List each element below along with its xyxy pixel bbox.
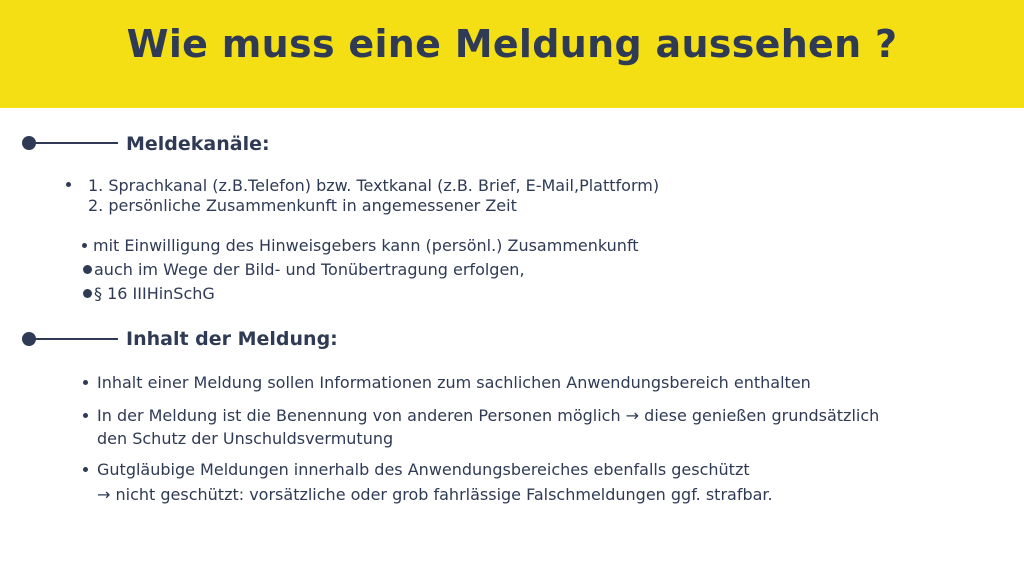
note-item: mit Einwilligung des Hinweisgebers kann (persönl.) Zusammenkunft <box>93 236 639 255</box>
bullet-icon <box>83 265 92 274</box>
section-heading-meldekanaele: Meldekanäle: <box>126 133 270 155</box>
section-marker-icon <box>22 136 118 150</box>
content-point-continuation: → nicht geschützt: vorsätzliche oder grob fahrlässige Falschmeldungen ggf. strafbar. <box>97 485 773 504</box>
content-point: Gutgläubige Meldungen innerhalb des Anwendungsbereiches ebenfalls geschützt <box>97 460 750 479</box>
slide-title: Wie muss eine Meldung aussehen ? <box>126 22 898 66</box>
content-point: Inhalt einer Meldung sollen Informationen zum sachlichen Anwendungsbereich enthalten <box>97 373 811 392</box>
note-item: auch im Wege der Bild- und Tonübertragung erfolgen, <box>94 260 525 279</box>
bullet-icon <box>66 182 71 187</box>
bullet-icon <box>83 380 88 385</box>
content-point-continuation: den Schutz der Unschuldsvermutung <box>97 429 394 448</box>
note-item: § 16 IIIHinSchG <box>94 284 215 303</box>
bullet-icon <box>82 243 87 248</box>
bullet-icon <box>83 467 88 472</box>
bullet-icon <box>83 289 92 298</box>
section-marker-icon <box>22 332 118 346</box>
bullet-icon <box>83 413 88 418</box>
title-banner <box>0 0 1024 108</box>
section-heading-inhalt: Inhalt der Meldung: <box>126 328 338 350</box>
channel-item: 1. Sprachkanal (z.B.Telefon) bzw. Textkanal (z.B. Brief, E-Mail,Plattform) <box>88 176 660 195</box>
channel-item: 2. persönliche Zusammenkunft in angemessener Zeit <box>88 196 517 215</box>
content-point: In der Meldung ist die Benennung von anderen Personen möglich → diese genießen grundsätzlich <box>97 406 880 425</box>
